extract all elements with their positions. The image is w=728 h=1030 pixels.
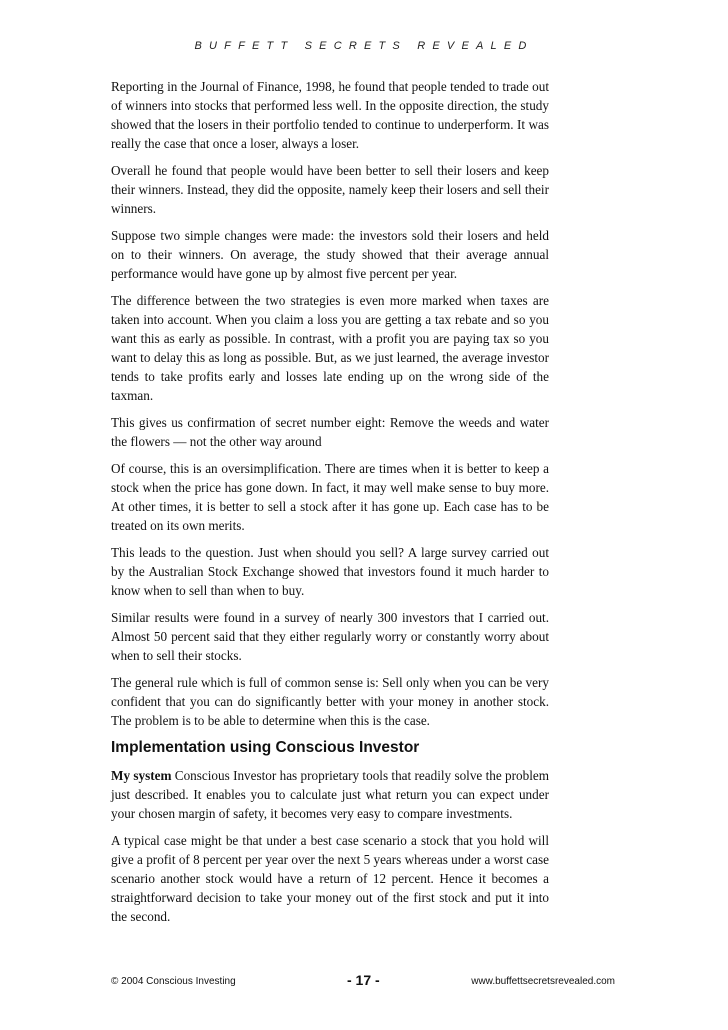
section-paragraph-1-text: Conscious Investor has proprietary tools that readily solve the problem just described. It enables you to calculate just what return you can expect under your chosen margin of safety, it becomes very easy to compare investments. — [111, 768, 549, 821]
footer-website: www.buffettsecretsrevealed.com — [471, 976, 615, 987]
section-paragraph-1 — [111, 766, 549, 823]
paragraph-9: The general rule which is full of common sense is: Sell only when you can be very confident that you can do significantly better with your money in another stock. The problem is to be able to determine when this is the case. — [111, 675, 549, 728]
body-text — [111, 77, 549, 934]
paragraph-8: Similar results were found in a survey of nearly 300 investors that I carried out. Almost 50 percent said that they either regularly worry or constantly worry about when to sell their stocks. — [111, 610, 549, 663]
paragraph-2: Overall he found that people would have been better to sell their losers and keep their winners. Instead, they did the opposite, namely keep their losers and sell their winners. — [111, 163, 549, 216]
footer-copyright: © 2004 Conscious Investing — [111, 976, 236, 987]
section-heading: Implementation using Conscious Investor — [111, 739, 420, 756]
paragraph-1: Reporting in the Journal of Finance, 1998, he found that people tended to trade out of winners into stocks that performed less well. In the opposite direction, the study showed that the losers in their portfolio tended to continue to underperform. It was really the case that once a loser, always a loser. — [111, 79, 549, 151]
page-footer — [111, 972, 615, 992]
paragraph-6: Of course, this is an oversimplification. There are times when it is better to keep a stock when the price has gone down. In fact, it may well make sense to buy more. At other times, it is better to sell a stock after it has gone up. Each case has to be treated on its own merits. — [111, 461, 549, 533]
paragraph-3: Suppose two simple changes were made: the investors sold their losers and held on to their winners. On average, the study showed that their average annual performance would have gone up by almost five percent per year. — [111, 228, 549, 281]
bold-lead-text: My system — [111, 768, 172, 783]
section-paragraph-2: A typical case might be that under a best case scenario a stock that you hold will give a profit of 8 percent per year over the next 5 years whereas under a worst case scenario another stock would have a return of 12 percent. Hence it becomes a straightforward decision to take your money out of the first stock and put it into the second. — [111, 833, 549, 924]
paragraph-5: This gives us confirmation of secret number eight: Remove the weeds and water the flowers — not the other way around — [111, 415, 549, 449]
paragraph-7: This leads to the question. Just when should you sell? A large survey carried out by the Australian Stock Exchange showed that investors found it much harder to know when to sell than when to buy. — [111, 545, 549, 598]
footer-page-number: - 17 - — [347, 972, 380, 988]
running-header: BUFFETT SECRETS REVEALED — [194, 40, 534, 52]
paragraph-4: The difference between the two strategies is even more marked when taxes are taken into account. When you claim a loss you are getting a tax rebate and so you want this as early as possible. In contrast, with a profit you are paying tax so you want to delay this as long as possible. But, as we just learned, the average investor tends to take profits early and losses late ending up on the wrong side of the taxman. — [111, 293, 549, 403]
